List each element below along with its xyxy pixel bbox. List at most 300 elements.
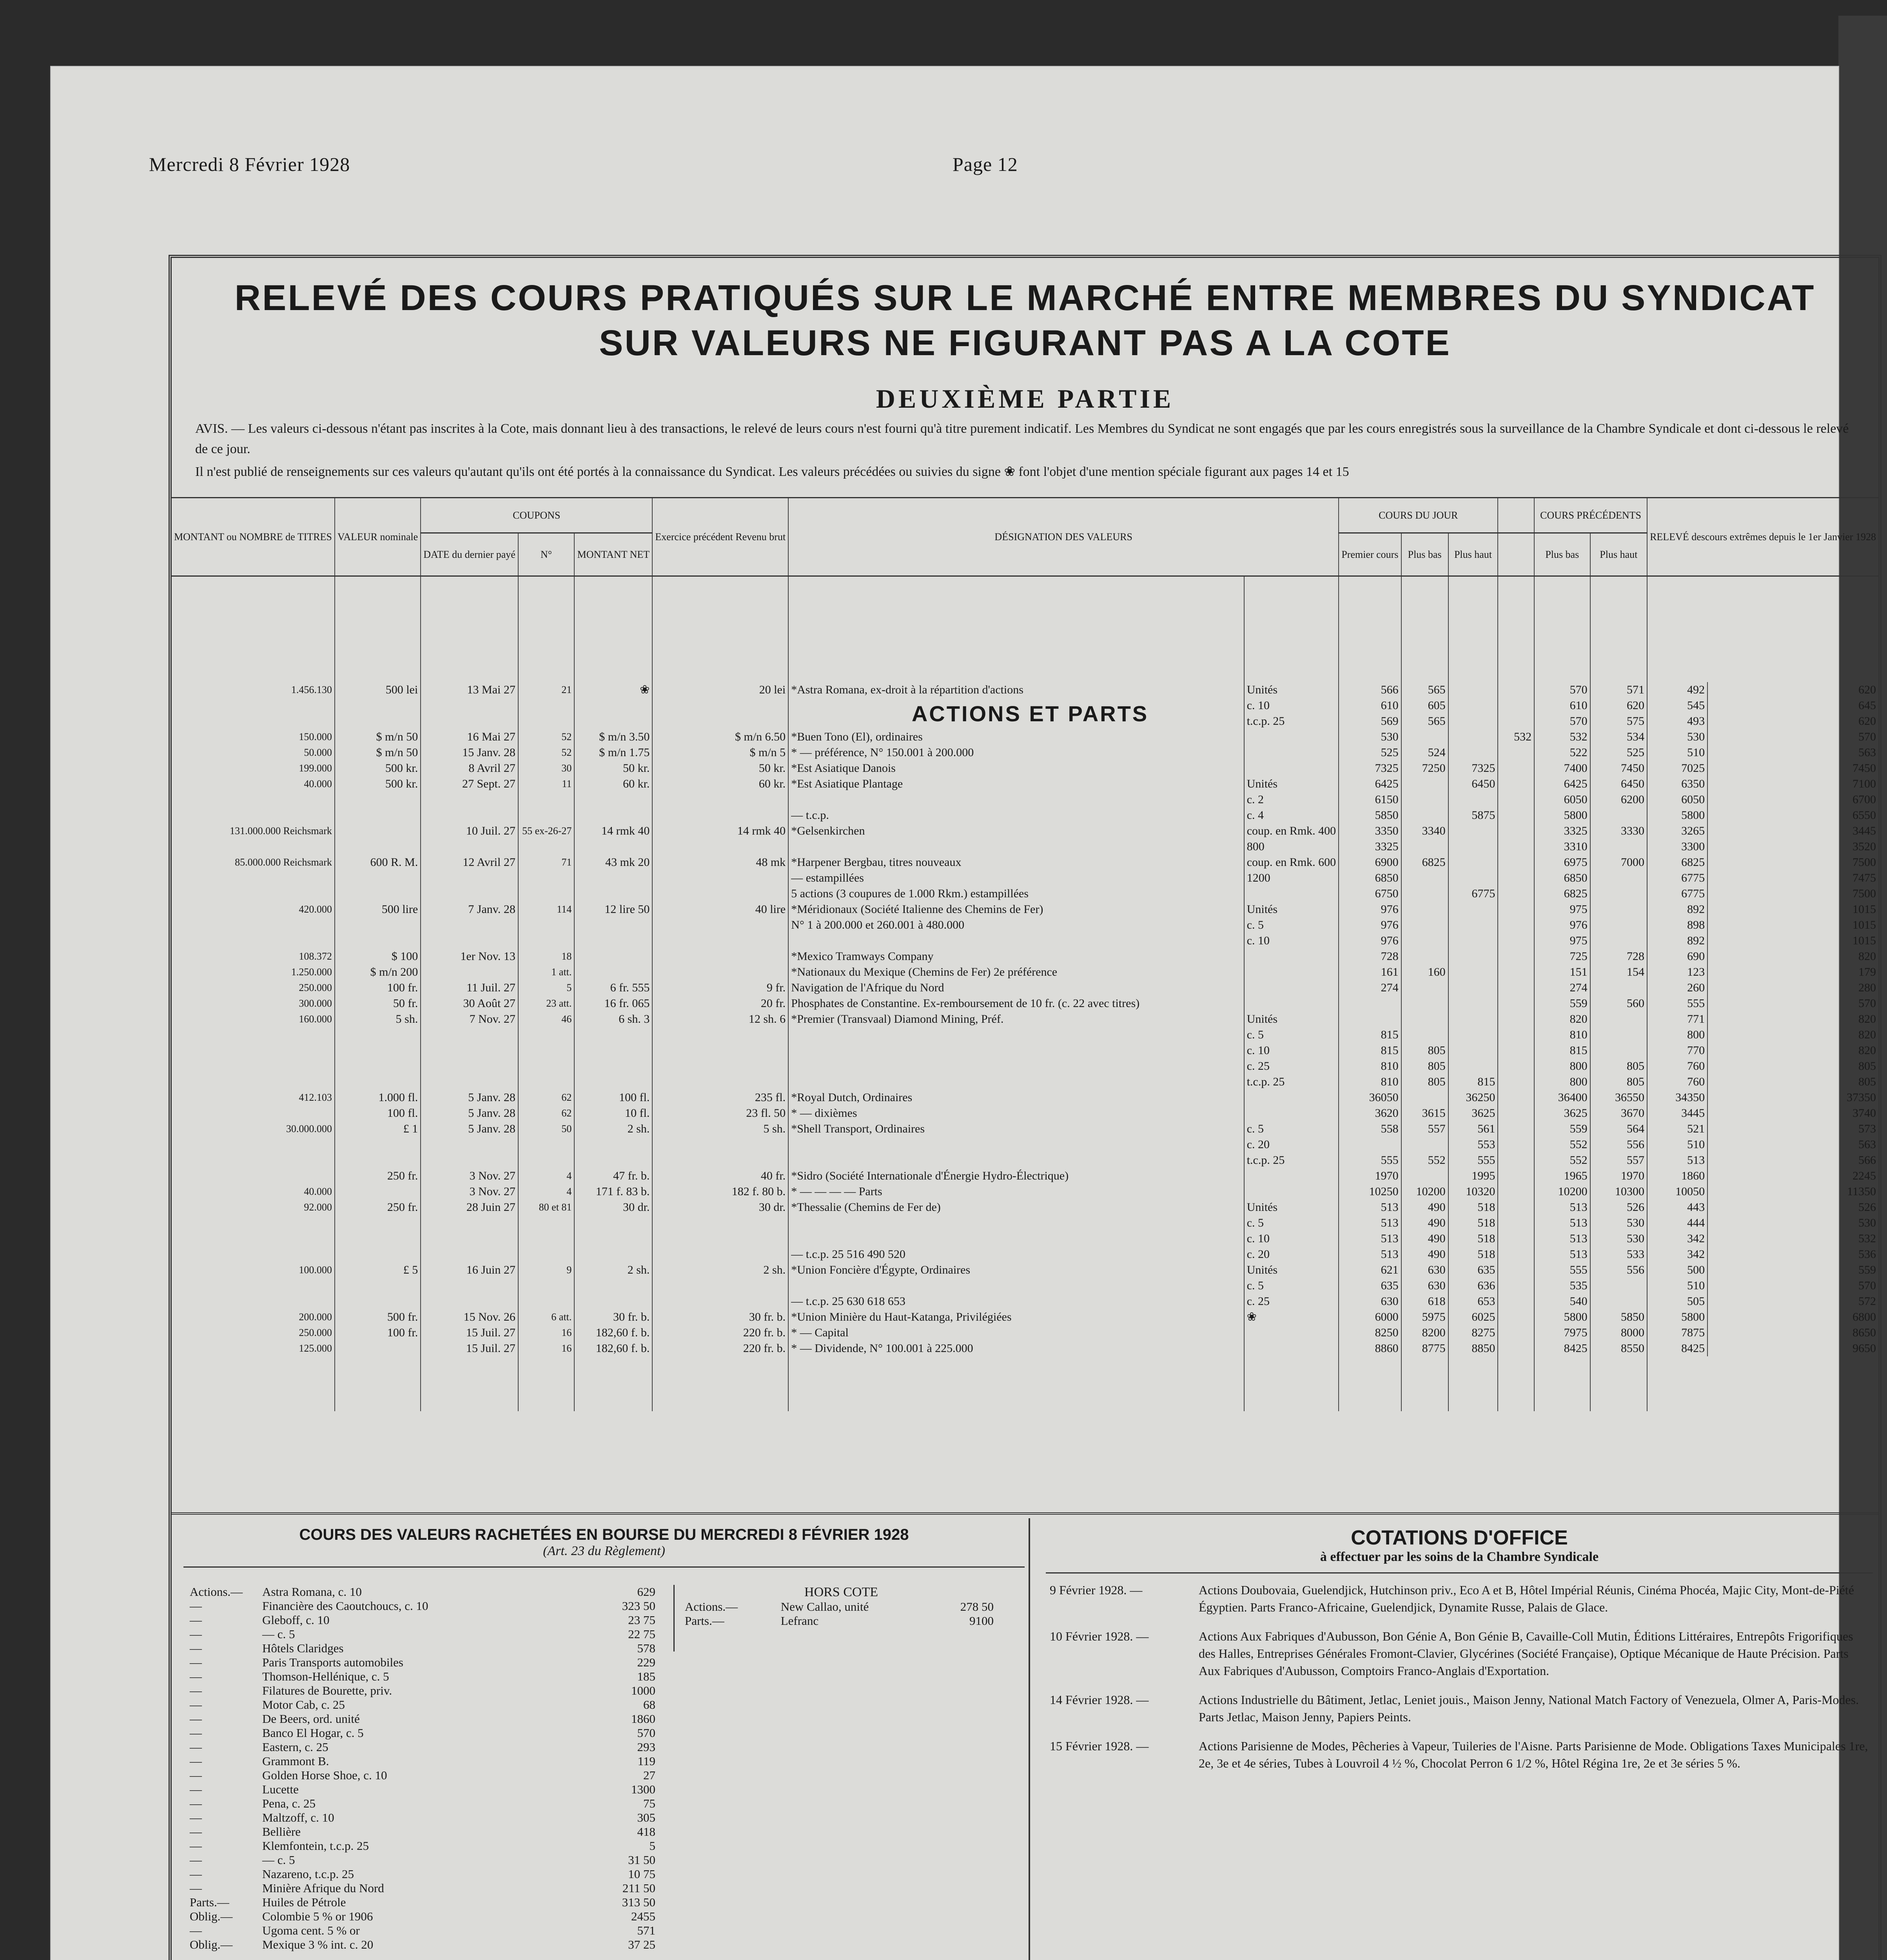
- table-cell: 3325: [1339, 839, 1401, 855]
- table-cell: 6150: [1339, 792, 1401, 808]
- col-numero: N°: [518, 533, 575, 576]
- table-row: [172, 980, 1878, 996]
- table-cell: [1498, 855, 1534, 870]
- table-cell: 800: [1534, 1074, 1590, 1090]
- title-line-2: SUR VALEURS NE FIGURANT PAS A LA COTE: [599, 323, 1451, 363]
- table-cell: 510: [1647, 745, 1707, 760]
- table-cell: 558: [1339, 1121, 1401, 1137]
- table-cell: *Est Asiatique Danois: [788, 760, 1244, 776]
- table-cell: [1498, 1247, 1534, 1262]
- table-row: [172, 823, 1878, 839]
- table-cell: [518, 1231, 575, 1247]
- cotation-item: [1050, 1628, 1869, 1679]
- table-cell: [1498, 949, 1534, 964]
- table-cell: *Nationaux du Mexique (Chemins de Fer) 2e préférence: [788, 964, 1244, 980]
- table-cell: [652, 870, 788, 886]
- table-cell: [335, 713, 421, 729]
- table-cell: [518, 1027, 575, 1043]
- col-bas: Plus bas: [1401, 533, 1448, 576]
- table-cell: 5875: [1448, 808, 1498, 823]
- col-precedents: COURS PRÉCÉDENTS: [1534, 498, 1647, 533]
- table-cell: 805: [1707, 1058, 1878, 1074]
- table-cell: [574, 933, 652, 949]
- table-cell: [1498, 964, 1534, 980]
- table-cell: 3265: [1647, 823, 1707, 839]
- table-cell: [172, 1278, 335, 1294]
- table-cell: 11350: [1707, 1184, 1878, 1200]
- table-cell: 490: [1401, 1215, 1448, 1231]
- table-cell: [518, 1294, 575, 1309]
- table-cell: [421, 1137, 518, 1152]
- table-cell: *Est Asiatique Plantage: [788, 776, 1244, 792]
- table-cell: [1498, 1121, 1534, 1137]
- table-cell: 892: [1647, 902, 1707, 917]
- table-cell: [788, 1231, 1244, 1247]
- table-cell: [652, 964, 788, 980]
- table-cell: [1590, 839, 1647, 855]
- table-cell: 7 Nov. 27: [421, 1011, 518, 1027]
- table-cell: 526: [1707, 1200, 1878, 1215]
- table-cell: [788, 1043, 1244, 1058]
- table-cell: [788, 1152, 1244, 1168]
- table-cell: [652, 1278, 788, 1294]
- table-cell: 444: [1647, 1215, 1707, 1231]
- table-cell: 125.000: [299, 1342, 332, 1354]
- table-cell: 4: [518, 1168, 575, 1184]
- table-cell: [788, 1137, 1244, 1152]
- table-cell: 6450: [1448, 776, 1498, 792]
- table-cell: 100.000: [299, 1264, 332, 1276]
- table-cell: 975: [1534, 902, 1590, 917]
- table-row: [172, 1090, 1878, 1105]
- table-cell: 5800: [1534, 808, 1590, 823]
- cotations-title: COTATIONS D'OFFICE: [1351, 1526, 1568, 1549]
- table-cell: [652, 917, 788, 933]
- table-cell: Unités: [1244, 1200, 1339, 1215]
- table-cell: 16: [518, 1325, 575, 1341]
- table-cell: 630: [1401, 1262, 1448, 1278]
- table-row: [172, 855, 1878, 870]
- table-cell: [788, 1074, 1244, 1090]
- table-cell: 552: [1534, 1152, 1590, 1168]
- table-cell: 43 mk 20: [574, 855, 652, 870]
- table-cell: 1995: [1448, 1168, 1498, 1184]
- table-cell: 40 fr.: [652, 1168, 788, 1184]
- table-cell: [335, 1137, 421, 1152]
- table-cell: 3 Nov. 27: [421, 1168, 518, 1184]
- list-item: Parts.— Lefranc 9100: [685, 1614, 994, 1628]
- table-cell: [1401, 808, 1448, 823]
- table-cell: 40.000: [304, 778, 332, 789]
- table-cell: [172, 1152, 335, 1168]
- table-cell: 513: [1339, 1231, 1401, 1247]
- table-cell: c. 5: [1244, 1278, 1339, 1294]
- table-cell: 36250: [1448, 1090, 1498, 1105]
- table-cell: 3625: [1448, 1105, 1498, 1121]
- table-cell: 15 Janv. 28: [421, 745, 518, 760]
- table-cell: [1244, 886, 1339, 902]
- table-cell: 200.000: [299, 1311, 332, 1323]
- list-item: — Golden Horse Shoe, c. 10 27: [190, 1768, 655, 1782]
- table-cell: 505: [1647, 1294, 1707, 1309]
- table-cell: 800: [1534, 1058, 1590, 1074]
- table-row: [172, 870, 1878, 886]
- table-cell: $ m/n 50: [335, 745, 421, 760]
- table-cell: 7500: [1707, 886, 1878, 902]
- table-cell: [574, 808, 652, 823]
- table-cell: [788, 1027, 1244, 1043]
- table-cell: [574, 1215, 652, 1231]
- table-cell: 6825: [1401, 855, 1448, 870]
- table-cell: 8425: [1534, 1341, 1590, 1356]
- list-item: — Financière des Caoutchoucs, c. 10 323 50: [190, 1599, 655, 1613]
- table-cell: 5 actions (3 coupures de 1.000 Rkm.) estampillées: [788, 886, 1244, 902]
- table-cell: 510: [1647, 1137, 1707, 1152]
- table-cell: 815: [1339, 1027, 1401, 1043]
- table-cell: [1498, 1168, 1534, 1184]
- table-cell: 40 lire: [652, 902, 788, 917]
- table-cell: 23 fl. 50: [652, 1105, 788, 1121]
- table-cell: *Méridionaux (Société Italienne des Chemins de Fer): [788, 902, 1244, 917]
- list-item: — Hôtels Claridges 578: [190, 1641, 655, 1655]
- table-cell: 14 rmk 40: [652, 823, 788, 839]
- table-cell: [335, 917, 421, 933]
- table-cell: 566: [1707, 1152, 1878, 1168]
- table-cell: 770: [1647, 1043, 1707, 1058]
- table-cell: 3625: [1534, 1105, 1590, 1121]
- table-cell: [574, 792, 652, 808]
- table-row: [172, 1341, 1878, 1356]
- table-cell: [335, 1152, 421, 1168]
- table-cell: 11 Juil. 27: [421, 980, 518, 996]
- table-cell: Unités: [1244, 682, 1339, 698]
- table-cell: 600 R. M.: [335, 855, 421, 870]
- table-cell: 30 fr. b.: [652, 1309, 788, 1325]
- list-item: Oblig.— Mexique 3 % int. c. 20 37 25: [190, 1938, 655, 1951]
- table-cell: [421, 1043, 518, 1058]
- table-cell: [518, 1278, 575, 1294]
- table-cell: 559: [1534, 996, 1590, 1011]
- table-cell: [1401, 1011, 1448, 1027]
- table-cell: 250.000: [299, 982, 332, 993]
- table-cell: 1er Nov. 13: [421, 949, 518, 964]
- table-cell: [421, 1058, 518, 1074]
- table-cell: 561: [1448, 1121, 1498, 1137]
- table-cell: 6050: [1647, 792, 1707, 808]
- table-cell: 6750: [1339, 886, 1401, 902]
- table-cell: [1401, 980, 1448, 996]
- table-cell: [788, 1058, 1244, 1074]
- table-cell: 27 Sept. 27: [421, 776, 518, 792]
- table-cell: 810: [1534, 1027, 1590, 1043]
- table-cell: 12 Avril 27: [421, 855, 518, 870]
- table-row: [172, 1184, 1878, 1200]
- table-cell: 6200: [1590, 792, 1647, 808]
- table-cell: *Astra Romana, ex-droit à la répartition d'actions: [788, 682, 1244, 698]
- table-cell: [652, 792, 788, 808]
- table-cell: 5975: [1401, 1309, 1448, 1325]
- table-cell: 570: [1534, 682, 1590, 698]
- table-cell: [652, 839, 788, 855]
- table-cell: *Gelsenkirchen: [788, 823, 1244, 839]
- table-cell: [652, 1294, 788, 1309]
- table-cell: 820: [1707, 1027, 1878, 1043]
- table-cell: 16 Mai 27: [421, 729, 518, 745]
- table-cell: 6050: [1534, 792, 1590, 808]
- table-cell: [1448, 949, 1498, 964]
- table-cell: 5 Janv. 28: [421, 1105, 518, 1121]
- table-row: [172, 1011, 1878, 1027]
- list-item: — Klemfontein, t.c.p. 25 5: [190, 1839, 655, 1853]
- table-cell: [518, 1152, 575, 1168]
- table-cell: [172, 1043, 335, 1058]
- table-cell: coup. en Rmk. 600: [1244, 855, 1339, 870]
- table-cell: [1401, 792, 1448, 808]
- table-cell: ❀: [1244, 1309, 1339, 1325]
- table-spacer-row: [172, 576, 1878, 682]
- table-cell: [574, 1137, 652, 1152]
- table-cell: 60 kr.: [652, 776, 788, 792]
- table-cell: 572: [1707, 1294, 1878, 1309]
- table-cell: 2 sh.: [574, 1262, 652, 1278]
- table-cell: 50: [518, 1121, 575, 1137]
- table-cell: [1498, 808, 1534, 823]
- table-cell: 570: [1707, 729, 1878, 745]
- table-cell: *Thessalie (Chemins de Fer de): [788, 1200, 1244, 1215]
- table-cell: [1498, 1294, 1534, 1309]
- table-cell: 521: [1647, 1121, 1707, 1137]
- table-cell: 530: [1707, 1215, 1878, 1231]
- table-cell: 36400: [1534, 1090, 1590, 1105]
- table-cell: [1448, 792, 1498, 808]
- table-row: [172, 964, 1878, 980]
- table-cell: *Union Minière du Haut-Katanga, Privilégiées: [788, 1309, 1244, 1325]
- table-cell: 48 mk: [652, 855, 788, 870]
- table-cell: — t.c.p.: [788, 808, 1244, 823]
- table-cell: 6800: [1707, 1309, 1878, 1325]
- table-cell: 250 fr.: [335, 1168, 421, 1184]
- table-cell: 500 fr.: [335, 1309, 421, 1325]
- table-cell: Unités: [1244, 776, 1339, 792]
- table-cell: 530: [1647, 729, 1707, 745]
- table-cell: 513: [1339, 1215, 1401, 1231]
- table-cell: 274: [1534, 980, 1590, 996]
- table-cell: 7450: [1590, 760, 1647, 776]
- table-cell: [1498, 1341, 1534, 1356]
- table-cell: [518, 1058, 575, 1074]
- table-cell: [335, 839, 421, 855]
- table-cell: 300.000: [299, 997, 332, 1009]
- table-cell: [421, 839, 518, 855]
- table-cell: [172, 886, 335, 902]
- table-cell: [421, 792, 518, 808]
- table-cell: [652, 1215, 788, 1231]
- table-cell: c. 5: [1244, 1027, 1339, 1043]
- table-cell: [518, 1074, 575, 1090]
- table-cell: [574, 1058, 652, 1074]
- table-cell: [574, 713, 652, 729]
- table-cell: 575: [1590, 713, 1647, 729]
- table-cell: 11: [518, 776, 575, 792]
- table-cell: [1498, 1058, 1534, 1074]
- table-cell: 534: [1590, 729, 1647, 745]
- list-item: Actions.— New Callao, unité 278 50: [685, 1600, 994, 1613]
- table-cell: 18: [518, 949, 575, 964]
- table-cell: 5800: [1534, 1309, 1590, 1325]
- table-cell: [1448, 729, 1498, 745]
- table-cell: 16 Juin 27: [421, 1262, 518, 1278]
- table-cell: 725: [1534, 949, 1590, 964]
- table-cell: [518, 839, 575, 855]
- table-cell: — t.c.p. 25 630 618 653: [788, 1294, 1244, 1309]
- table-cell: [788, 792, 1244, 808]
- list-item: — — c. 5 31 50: [190, 1853, 655, 1867]
- table-cell: 3740: [1707, 1105, 1878, 1121]
- table-cell: N° 1 à 200.000 et 260.001 à 480.000: [788, 917, 1244, 933]
- table-cell: 545: [1647, 698, 1707, 713]
- table-cell: 7475: [1707, 870, 1878, 886]
- table-cell: [518, 698, 575, 713]
- table-cell: 7250: [1401, 760, 1448, 776]
- table-row: [172, 1247, 1878, 1262]
- table-cell: [1498, 1090, 1534, 1105]
- table-cell: 533: [1590, 1247, 1647, 1262]
- table-cell: 513: [1647, 1152, 1707, 1168]
- table-cell: [172, 792, 335, 808]
- table-cell: 557: [1590, 1152, 1647, 1168]
- table-cell: [652, 808, 788, 823]
- table-cell: [1498, 823, 1534, 839]
- table-cell: 760: [1647, 1058, 1707, 1074]
- table-cell: [1244, 1105, 1339, 1121]
- table-cell: 36550: [1590, 1090, 1647, 1105]
- cotation-item: [1050, 1581, 1869, 1616]
- table-cell: 513: [1339, 1200, 1401, 1215]
- table-cell: [1498, 1043, 1534, 1058]
- table-cell: *Harpener Bergbau, titres nouveaux: [788, 855, 1244, 870]
- cotations-subtitle: à effectuer par les soins de la Chambre Syndicale: [1320, 1550, 1599, 1564]
- table-cell: [574, 839, 652, 855]
- col-designation: DÉSIGNATION DES VALEURS: [788, 498, 1339, 576]
- table-cell: 1.456.130: [291, 684, 332, 695]
- table-cell: 559: [1534, 1121, 1590, 1137]
- table-row: [172, 1215, 1878, 1231]
- table-cell: 3620: [1339, 1105, 1401, 1121]
- table-cell: [574, 964, 652, 980]
- table-cell: [1244, 1341, 1339, 1356]
- table-cell: 6700: [1707, 792, 1878, 808]
- table-cell: 8550: [1590, 1341, 1647, 1356]
- table-cell: 570: [1707, 1278, 1878, 1294]
- table-cell: 1860: [1647, 1168, 1707, 1184]
- table-cell: 3310: [1534, 839, 1590, 855]
- table-cell: 37350: [1707, 1090, 1878, 1105]
- table-cell: 6 sh. 3: [574, 1011, 652, 1027]
- table-cell: 500 lei: [335, 682, 421, 698]
- table-cell: 15 Juil. 27: [421, 1341, 518, 1356]
- table-cell: 635: [1339, 1278, 1401, 1294]
- table-cell: 6 fr. 555: [574, 980, 652, 996]
- table-cell: c. 2: [1244, 792, 1339, 808]
- table-cell: 630: [1401, 1278, 1448, 1294]
- table-cell: [574, 1278, 652, 1294]
- table-cell: 7325: [1339, 760, 1401, 776]
- page-date: Mercredi 8 Février 1928: [149, 153, 350, 175]
- table-row: [172, 933, 1878, 949]
- table-cell: [1498, 745, 1534, 760]
- table-cell: 100 fl.: [335, 1105, 421, 1121]
- table-row: [172, 1294, 1878, 1309]
- table-cell: [1498, 1278, 1534, 1294]
- table-cell: 108.372: [299, 950, 332, 962]
- table-cell: [1339, 1011, 1401, 1027]
- table-cell: 976: [1339, 902, 1401, 917]
- col-premier: Premier cours: [1339, 533, 1401, 576]
- table-cell: [1401, 949, 1448, 964]
- table-cell: — estampillées: [788, 870, 1244, 886]
- col-cours-jour: COURS DU JOUR: [1339, 498, 1498, 533]
- table-cell: [1498, 996, 1534, 1011]
- table-row: [172, 1121, 1878, 1137]
- table-cell: [335, 823, 421, 839]
- table-cell: 114: [518, 902, 575, 917]
- table-cell: 7400: [1534, 760, 1590, 776]
- table-cell: [172, 1058, 335, 1074]
- table-cell: 50 fr.: [335, 996, 421, 1011]
- table-cell: 810: [1339, 1074, 1401, 1090]
- table-cell: 552: [1401, 1152, 1448, 1168]
- table-cell: [1498, 980, 1534, 996]
- table-cell: [1401, 729, 1448, 745]
- table-cell: [1590, 1278, 1647, 1294]
- table-cell: [1590, 1027, 1647, 1043]
- table-cell: [1401, 1090, 1448, 1105]
- table-cell: 610: [1534, 698, 1590, 713]
- table-row: [172, 839, 1878, 855]
- table-cell: 10300: [1590, 1184, 1647, 1200]
- table-cell: 274: [1339, 980, 1401, 996]
- table-cell: — t.c.p. 25 516 490 520: [788, 1247, 1244, 1262]
- table-cell: *Buen Tono (El), ordinaires: [788, 729, 1244, 745]
- table-cell: [1448, 1011, 1498, 1027]
- table-cell: [421, 1231, 518, 1247]
- table-cell: 1015: [1707, 902, 1878, 917]
- table-cell: [1244, 1325, 1339, 1341]
- table-cell: [335, 1058, 421, 1074]
- table-cell: 71: [518, 855, 575, 870]
- table-cell: 1965: [1534, 1168, 1590, 1184]
- list-item: — Paris Transports automobiles 229: [190, 1655, 655, 1669]
- table-cell: 280: [1707, 980, 1878, 996]
- table-cell: [335, 1074, 421, 1090]
- table-cell: 1200: [1244, 870, 1339, 886]
- table-cell: [1498, 713, 1534, 729]
- table-cell: [1448, 682, 1498, 698]
- table-cell: 342: [1647, 1231, 1707, 1247]
- table-cell: 810: [1339, 1058, 1401, 1074]
- table-cell: 1970: [1339, 1168, 1401, 1184]
- table-cell: [421, 964, 518, 980]
- table-cell: 805: [1401, 1074, 1448, 1090]
- table-cell: 1970: [1590, 1168, 1647, 1184]
- table-cell: [335, 886, 421, 902]
- table-cell: [1498, 792, 1534, 808]
- cotation-item: [1050, 1737, 1869, 1772]
- table-cell: [335, 1215, 421, 1231]
- table-cell: [1448, 870, 1498, 886]
- table-cell: c. 5: [1244, 917, 1339, 933]
- table-cell: 820: [1707, 1043, 1878, 1058]
